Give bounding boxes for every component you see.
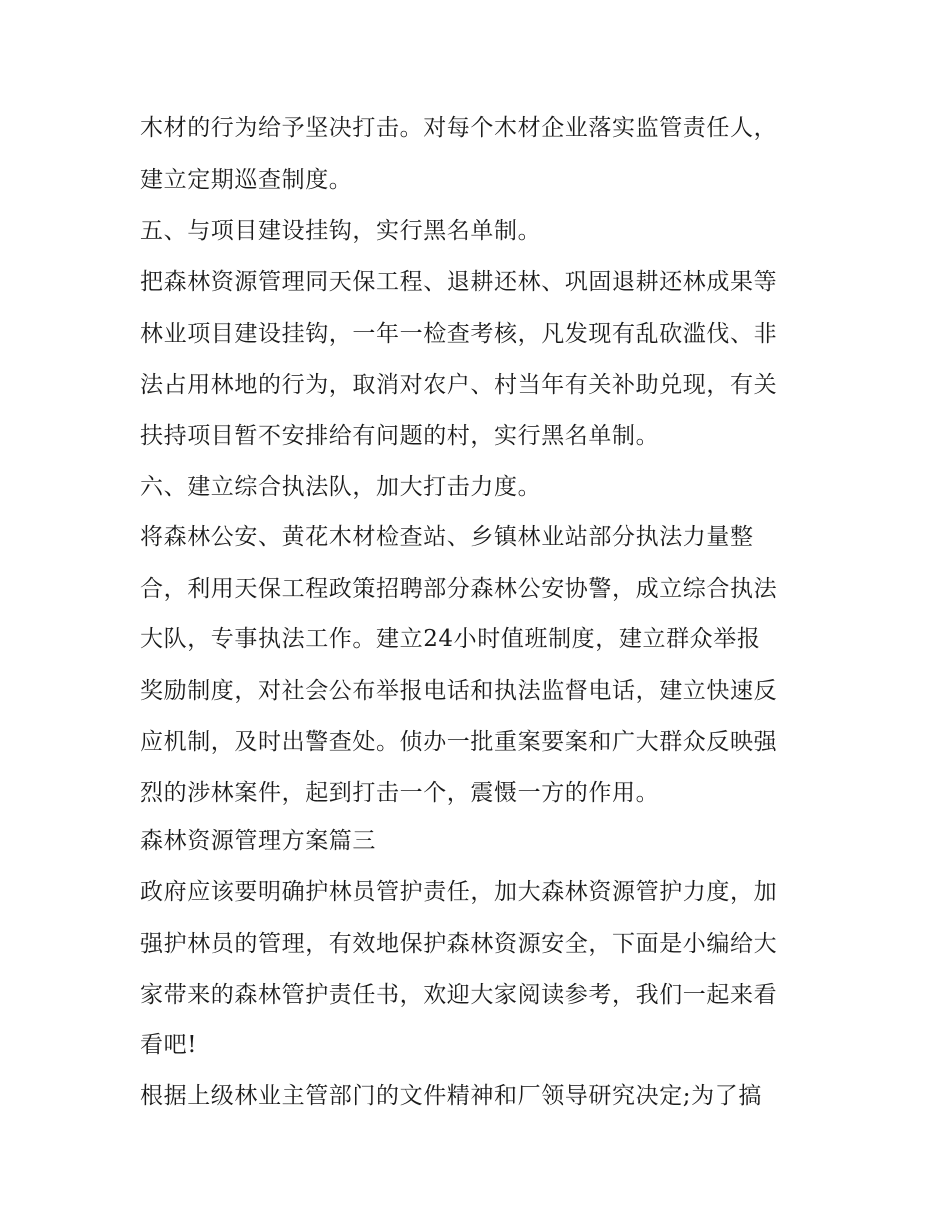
section-heading-5: 五、与项目建设挂钩，实行黑名单制。 <box>140 218 542 244</box>
text-line-11: 大队，专事执法工作。建立24小时值班制度，建立群众举报 <box>140 626 761 652</box>
chapter-title: 森林资源管理方案篇三 <box>140 828 376 854</box>
text-line-14: 烈的涉林案件，起到打击一个，震慑一方的作用。 <box>140 780 660 806</box>
text-line-7: 扶持项目暂不安排给有问题的村，实行黑名单制。 <box>140 423 660 449</box>
text-line-4: 把森林资源管理同天保工程、退耕还林、巩固退耕还林成果等 <box>140 269 778 295</box>
text-line-9: 将森林公安、黄花木材检查站、乡镇林业站部分执法力量整 <box>140 524 754 550</box>
text-line-10: 合，利用天保工程政策招聘部分森林公安协警，成立综合执法 <box>140 576 778 602</box>
text-line-16: 政府应该要明确护林员管护责任，加大森林资源管护力度，加 <box>140 879 778 905</box>
text-line-5: 林业项目建设挂钩，一年一检查考核，凡发现有乱砍滥伐、非 <box>140 321 778 347</box>
text-line-2: 建立定期巡查制度。 <box>140 167 353 193</box>
text-line-20: 根据上级林业主管部门的文件精神和厂领导研究决定;为了搞 <box>140 1083 762 1109</box>
text-line-1: 木材的行为给予坚决打击。对每个木材企业落实监管责任人， <box>140 115 778 141</box>
text-line-12: 奖励制度，对社会公布举报电话和执法监督电话，建立快速反 <box>140 678 778 704</box>
section-heading-6: 六、建立综合执法队，加大打击力度。 <box>140 474 542 500</box>
text-line-13: 应机制，及时出警查处。侦办一批重案要案和广大群众反映强 <box>140 729 778 755</box>
text-line-6: 法占用林地的行为，取消对农户、村当年有关补助兑现，有关 <box>140 372 778 398</box>
text-line-18: 家带来的森林管护责任书，欢迎大家阅读参考，我们一起来看 <box>140 982 778 1008</box>
text-line-19: 看吧! <box>140 1032 198 1058</box>
text-line-17: 强护林员的管理，有效地保护森林资源安全，下面是小编给大 <box>140 931 778 957</box>
